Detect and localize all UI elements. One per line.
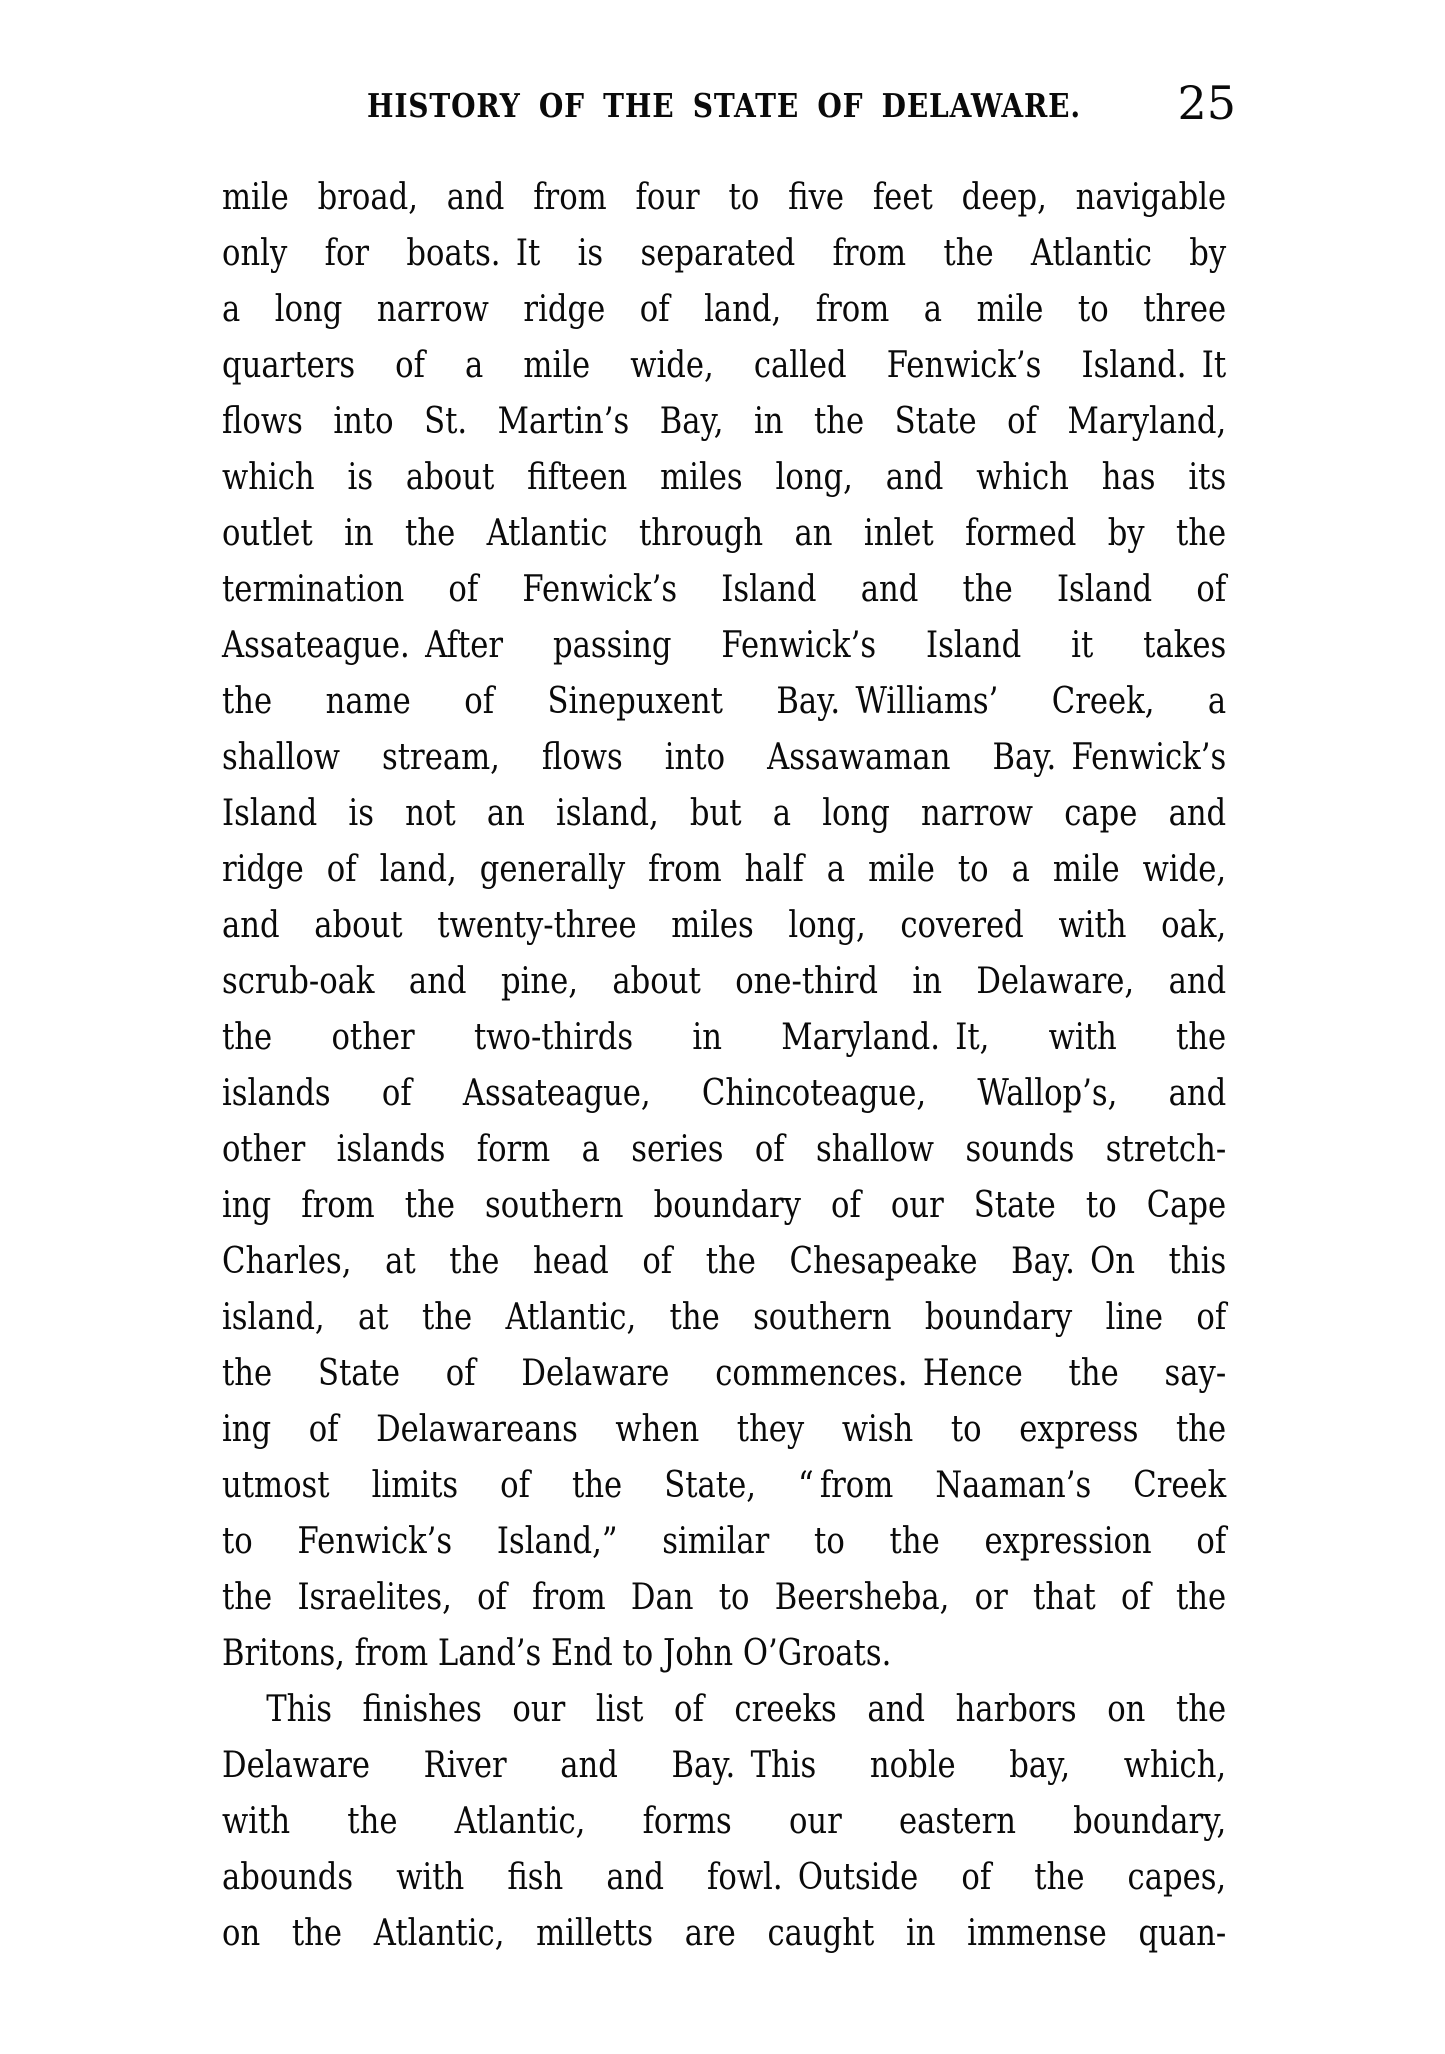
- text-line: ridge of land, generally from half a mile to a mile wide,: [222, 849, 1227, 890]
- text-line: mile broad, and from four to five feet deep, navigable: [222, 177, 1227, 218]
- text-line: outlet in the Atlantic through an inlet formed by the: [222, 513, 1227, 554]
- text-line: a long narrow ridge of land, from a mile to three: [222, 289, 1227, 330]
- text-line: the State of Delaware commences. Hence the say-: [222, 1353, 1227, 1394]
- text-line: Delaware River and Bay. This noble bay, which,: [222, 1745, 1227, 1786]
- text-line: on the Atlantic, milletts are caught in immense quan-: [222, 1913, 1227, 1954]
- text-line: Britons, from Land’s End to John O’Groats.: [222, 1633, 892, 1674]
- text-line: and about twenty-three miles long, covered with oak,: [222, 905, 1227, 946]
- text-line: Island is not an island, but a long narrow cape and: [222, 793, 1227, 834]
- body-text: [222, 170, 1226, 1962]
- text-line: abounds with fish and fowl. Outside of the capes,: [222, 1857, 1227, 1898]
- text-line: the Israelites, of from Dan to Beersheba, or that of the: [222, 1577, 1227, 1618]
- page-header: [222, 76, 1236, 140]
- text-line: utmost limits of the State, “ from Naaman’s Creek: [222, 1465, 1227, 1506]
- page-number: 25: [1177, 76, 1236, 130]
- text-line: shallow stream, flows into Assawaman Bay. Fenwick’s: [222, 737, 1227, 778]
- text-line: ing of Delawareans when they wish to express the: [222, 1409, 1227, 1450]
- text-line: with the Atlantic, forms our eastern boundary,: [222, 1801, 1227, 1842]
- text-line: termination of Fenwick’s Island and the Island of: [222, 569, 1227, 610]
- text-line: to Fenwick’s Island,” similar to the expression of: [222, 1521, 1227, 1562]
- text-line: quarters of a mile wide, called Fenwick’s Island. It: [222, 345, 1227, 386]
- text-line: the name of Sinepuxent Bay. Williams’ Creek, a: [222, 681, 1227, 722]
- text-line: ing from the southern boundary of our State to Cape: [222, 1185, 1227, 1226]
- running-title: HISTORY OF THE STATE OF DELAWARE.: [366, 86, 1082, 125]
- text-line: flows into St. Martin’s Bay, in the State of Maryland,: [222, 401, 1227, 442]
- text-line: island, at the Atlantic, the southern boundary line of: [222, 1297, 1227, 1338]
- text-line: the other two-thirds in Maryland. It, with the: [222, 1017, 1227, 1058]
- text-line: only for boats. It is separated from the Atlantic by: [222, 233, 1227, 274]
- text-line: Assateague. After passing Fenwick’s Island it takes: [222, 625, 1227, 666]
- text-line: other islands form a series of shallow sounds stretch-: [222, 1129, 1227, 1170]
- text-line: Charles, at the head of the Chesapeake Bay. On this: [222, 1241, 1227, 1282]
- text-line: which is about fifteen miles long, and which has its: [222, 457, 1227, 498]
- text-line: This finishes our list of creeks and harbors on the: [266, 1689, 1227, 1730]
- text-line: scrub-oak and pine, about one-third in Delaware, and: [222, 961, 1227, 1002]
- text-line: islands of Assateague, Chincoteague, Wallop’s, and: [222, 1073, 1227, 1114]
